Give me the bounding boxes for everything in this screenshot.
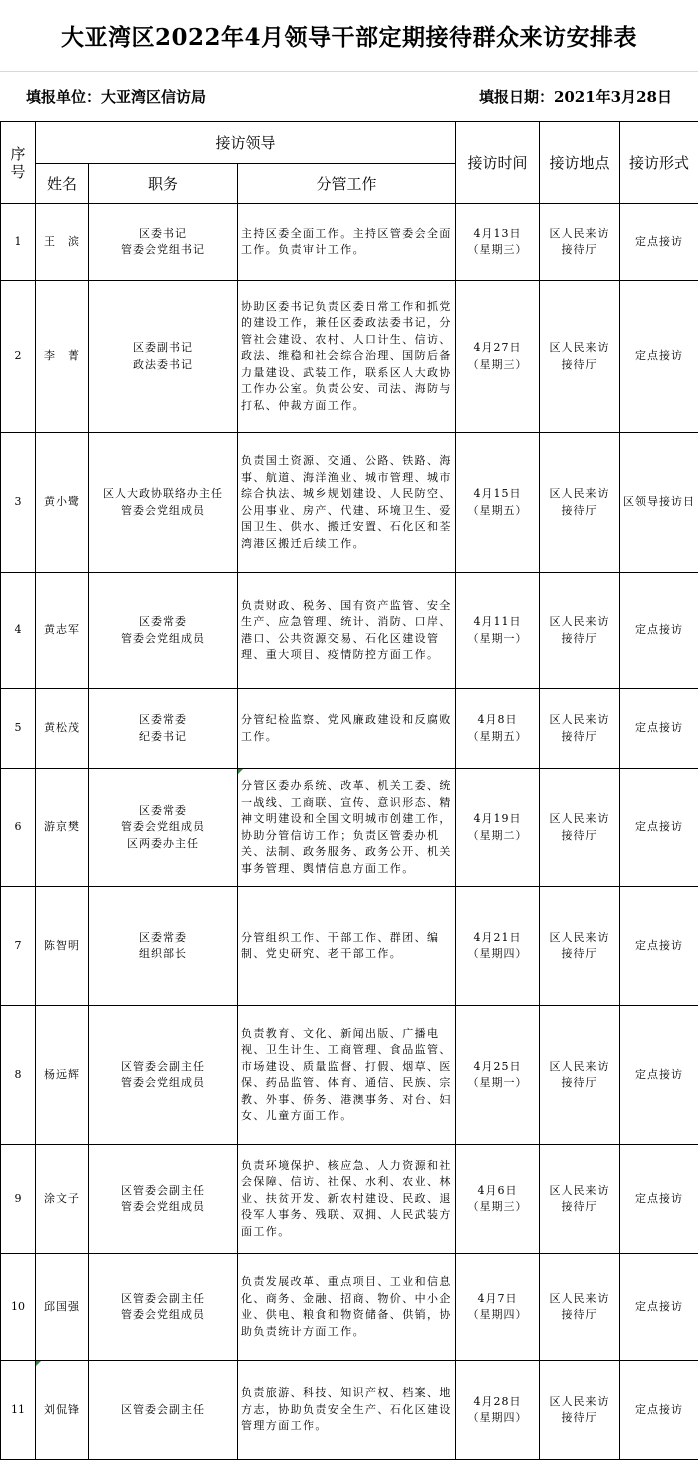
location-line: 区人民来访	[549, 930, 610, 944]
work-scope: 协助区委书记负责区委日常工作和抓党的建设工作，兼任区委政法委书记，分管社会建设、农村、人口计生、信访、政法、维稳和社会综合治理、国防后备力量建设、武装工作，联系区人大政协工作办公室。负责公安、司法、海防与打私、仲裁方面工作。	[238, 281, 456, 433]
visit-time	[456, 1006, 540, 1145]
row-index: 10	[1, 1254, 36, 1361]
location-line: 区人民来访	[549, 812, 610, 825]
visit-form: 定点接访	[620, 204, 698, 281]
visit-form: 定点接访	[620, 1006, 698, 1145]
visit-weekday: （星期三）	[467, 1200, 528, 1213]
row-index: 8	[1, 1006, 36, 1145]
work-scope: 负责国土资源、交通、公路、铁路、海事、航道、海洋渔业、城市管理、城市综合执法、城乡规划建设、人民防空、公用事业、房产、代建、环境卫生、爱国卫生、供水、搬迁安置、石化区和荃湾港区搬迁后续工作。	[238, 433, 456, 573]
position-line: 区管委会副主任	[121, 1059, 205, 1073]
location-line: 接待厅	[561, 1076, 598, 1089]
visit-date: 4月13日	[473, 226, 522, 240]
leader-name: 涂文子	[36, 1145, 89, 1254]
location-line: 区人民来访	[549, 713, 610, 726]
location-line: 接待厅	[561, 729, 598, 743]
location-line: 区人民来访	[549, 226, 610, 240]
table-row	[1, 887, 698, 1006]
position-line: 区委常委	[139, 803, 187, 817]
row-index: 7	[1, 887, 36, 1006]
visit-weekday: （星期五）	[467, 729, 528, 743]
position-line: 组织部长	[139, 947, 187, 960]
visit-location	[540, 204, 620, 281]
position-line: 管委会党组成员	[121, 503, 205, 517]
row-index: 11	[1, 1361, 36, 1460]
visit-location	[540, 689, 620, 769]
visit-weekday: （星期五）	[467, 503, 528, 517]
table-row	[1, 1145, 698, 1254]
report-info-bar	[0, 72, 698, 121]
visit-form: 定点接访	[620, 1254, 698, 1361]
header-time: 接访时间	[456, 122, 540, 204]
work-scope: 负责财政、税务、国有资产监管、安全生产、应急管理、统计、消防、口岸、港口、公共资源交易、石化区建设管理、重大项目、疫情防控方面工作。	[238, 573, 456, 689]
work-scope: 主持区委全面工作。主持区管委会全面工作。负责审计工作。	[238, 204, 456, 281]
leader-position	[89, 769, 238, 887]
visit-location	[540, 573, 620, 689]
work-scope: 负责环境保护、核应急、人力资源和社会保障、信访、社保、水利、农业、林业、扶贫开发、新农村建设、民政、退役军人事务、残联、双拥、人民武装方面工作。	[238, 1145, 456, 1254]
visit-weekday: （星期三）	[467, 357, 528, 371]
position-line: 管委会党组成员	[121, 820, 205, 834]
leader-position	[89, 281, 238, 433]
leader-name: 陈智明	[36, 887, 89, 1006]
header-work: 分管工作	[238, 164, 456, 204]
reporting-unit: 填报单位：大亚湾区信访局	[26, 88, 207, 106]
table-row	[1, 1361, 698, 1460]
leader-name: 黄小鹭	[36, 433, 89, 573]
visit-time	[456, 769, 540, 887]
visit-date: 4月21日	[473, 930, 522, 944]
header-group: 接访领导	[36, 122, 456, 164]
row-index: 2	[1, 281, 36, 433]
table-row	[1, 689, 698, 769]
position-line: 管委会党组成员	[121, 1200, 205, 1213]
reception-schedule-table	[0, 121, 698, 1460]
leader-position	[89, 689, 238, 769]
position-line: 政法委书记	[133, 357, 193, 371]
position-line: 管委会党组成员	[121, 1308, 205, 1321]
location-line: 接待厅	[561, 357, 598, 371]
header-index	[1, 122, 36, 204]
location-line: 区人民来访	[549, 1059, 610, 1073]
visit-location	[540, 1254, 620, 1361]
visit-weekday: （星期一）	[467, 631, 528, 645]
visit-date: 4月11日	[473, 615, 522, 628]
location-line: 接待厅	[561, 243, 598, 256]
location-line: 区人民来访	[549, 341, 610, 354]
work-scope: 负责教育、文化、新闻出版、广播电视、卫生计生、工商管理、食品监管、市场建设、质量监督、打假、烟草、医保、药品监管、体育、通信、民族、宗教、外事、侨务、港澳事务、对台、妇女、儿童方面工作。	[238, 1006, 456, 1145]
leader-position	[89, 1145, 238, 1254]
visit-date: 4月7日	[477, 1291, 518, 1305]
work-scope: 分管组织工作、干部工作、群团、编制、党史研究、老干部工作。	[238, 887, 456, 1006]
visit-time	[456, 204, 540, 281]
location-line: 接待厅	[561, 503, 598, 517]
work-scope: 负责发展改革、重点项目、工业和信息化、商务、金融、招商、物价、中小企业、供电、粮食和物资储备、供销，协助负责统计方面工作。	[238, 1254, 456, 1361]
position-line: 纪委书记	[139, 729, 187, 743]
position-line: 管委会党组成员	[121, 1076, 205, 1089]
location-line: 接待厅	[561, 1200, 598, 1213]
table-row	[1, 573, 698, 689]
visit-location	[540, 1145, 620, 1254]
position-line: 区委常委	[139, 615, 187, 628]
work-scope: 分管纪检监察、党风廉政建设和反腐败工作。	[238, 689, 456, 769]
header-index-label: 序号	[10, 144, 26, 181]
table-row	[1, 1006, 698, 1145]
header-form: 接访形式	[620, 122, 698, 204]
table-body	[1, 204, 698, 1460]
location-line: 接待厅	[561, 1308, 598, 1321]
location-line: 区人民来访	[549, 487, 610, 500]
position-line: 区两委办主任	[127, 836, 199, 850]
visit-location	[540, 281, 620, 433]
visit-location	[540, 887, 620, 1006]
visit-weekday: （星期二）	[467, 828, 528, 842]
table-row	[1, 433, 698, 573]
visit-location	[540, 769, 620, 887]
visit-date: 4月25日	[473, 1059, 522, 1073]
visit-time	[456, 433, 540, 573]
visit-date: 4月28日	[473, 1394, 522, 1408]
work-scope: 分管区委办系统、改革、机关工委、统一战线、工商联、宣传、意识形态、精神文明建设和全国文明城市创建工作，协助分管信访工作；负责区管委办机关、法制、政务服务、政务公开、机关事务管理、舆情信息方面工作。	[238, 769, 456, 887]
visit-date: 4月15日	[473, 487, 522, 500]
row-index: 1	[1, 204, 36, 281]
header-location: 接访地点	[540, 122, 620, 204]
position-line: 区人大政协联络办主任	[103, 487, 223, 500]
leader-name: 游京樊	[36, 769, 89, 887]
row-index: 4	[1, 573, 36, 689]
leader-name: 杨远辉	[36, 1006, 89, 1145]
visit-time	[456, 1145, 540, 1254]
position-line: 区管委会副主任	[121, 1291, 205, 1305]
reporting-date: 填报日期：2021年3月28日	[478, 88, 672, 106]
visit-time	[456, 573, 540, 689]
visit-weekday: （星期一）	[467, 1076, 528, 1089]
leader-name: 王 滨	[36, 204, 89, 281]
visit-location	[540, 1361, 620, 1460]
position-line: 区委常委	[139, 713, 187, 726]
leader-name: 黄松茂	[36, 689, 89, 769]
table-row	[1, 769, 698, 887]
location-line: 区人民来访	[549, 615, 610, 628]
position-line: 区管委会副主任	[121, 1183, 205, 1197]
leader-position	[89, 433, 238, 573]
visit-date: 4月19日	[473, 812, 522, 825]
location-line: 区人民来访	[549, 1291, 610, 1305]
visit-form: 定点接访	[620, 281, 698, 433]
location-line: 接待厅	[561, 828, 598, 842]
visit-date: 4月8日	[477, 713, 518, 726]
position-line: 管委会党组成员	[121, 631, 205, 645]
visit-form: 定点接访	[620, 1361, 698, 1460]
visit-date: 4月27日	[473, 341, 522, 354]
position-line: 区委书记	[139, 226, 187, 240]
leader-name: 李 菁	[36, 281, 89, 433]
visit-weekday: （星期三）	[467, 243, 528, 256]
visit-date: 4月6日	[477, 1183, 518, 1197]
visit-form: 定点接访	[620, 573, 698, 689]
visit-form: 定点接访	[620, 769, 698, 887]
table-row	[1, 204, 698, 281]
row-index: 5	[1, 689, 36, 769]
visit-weekday: （星期四）	[467, 1308, 528, 1321]
location-line: 区人民来访	[549, 1394, 610, 1408]
location-line: 接待厅	[561, 631, 598, 645]
visit-time	[456, 1254, 540, 1361]
header-position: 职务	[89, 164, 238, 204]
work-scope: 负责旅游、科技、知识产权、档案、地方志，协助负责安全生产、石化区建设管理方面工作。	[238, 1361, 456, 1460]
leader-name: 邱国强	[36, 1254, 89, 1361]
table-row	[1, 281, 698, 433]
leader-position	[89, 1361, 238, 1460]
position-line: 区委常委	[139, 930, 187, 944]
position-line: 管委会党组书记	[121, 243, 205, 256]
position-line: 区委副书记	[133, 341, 193, 354]
leader-position	[89, 1006, 238, 1145]
leader-position	[89, 1254, 238, 1361]
visit-time	[456, 689, 540, 769]
leader-position	[89, 573, 238, 689]
visit-location	[540, 433, 620, 573]
row-index: 9	[1, 1145, 36, 1254]
position-line: 区管委会副主任	[121, 1402, 205, 1416]
visit-time	[456, 1361, 540, 1460]
visit-weekday: （星期四）	[467, 1411, 528, 1424]
visit-time	[456, 887, 540, 1006]
visit-time	[456, 281, 540, 433]
location-line: 区人民来访	[549, 1183, 610, 1197]
location-line: 接待厅	[561, 947, 598, 960]
visit-form: 区领导接访日	[620, 433, 698, 573]
row-index: 6	[1, 769, 36, 887]
row-index: 3	[1, 433, 36, 573]
location-line: 接待厅	[561, 1411, 598, 1424]
leader-name: 黄志军	[36, 573, 89, 689]
visit-form: 定点接访	[620, 689, 698, 769]
visit-form: 定点接访	[620, 1145, 698, 1254]
visit-location	[540, 1006, 620, 1145]
visit-form: 定点接访	[620, 887, 698, 1006]
leader-position	[89, 204, 238, 281]
header-name: 姓名	[36, 164, 89, 204]
page-title: 大亚湾区2022年4月领导干部定期接待群众来访安排表	[0, 0, 698, 72]
leader-position	[89, 887, 238, 1006]
table-row	[1, 1254, 698, 1361]
leader-name: 刘侃锋	[36, 1361, 89, 1460]
visit-weekday: （星期四）	[467, 947, 528, 960]
